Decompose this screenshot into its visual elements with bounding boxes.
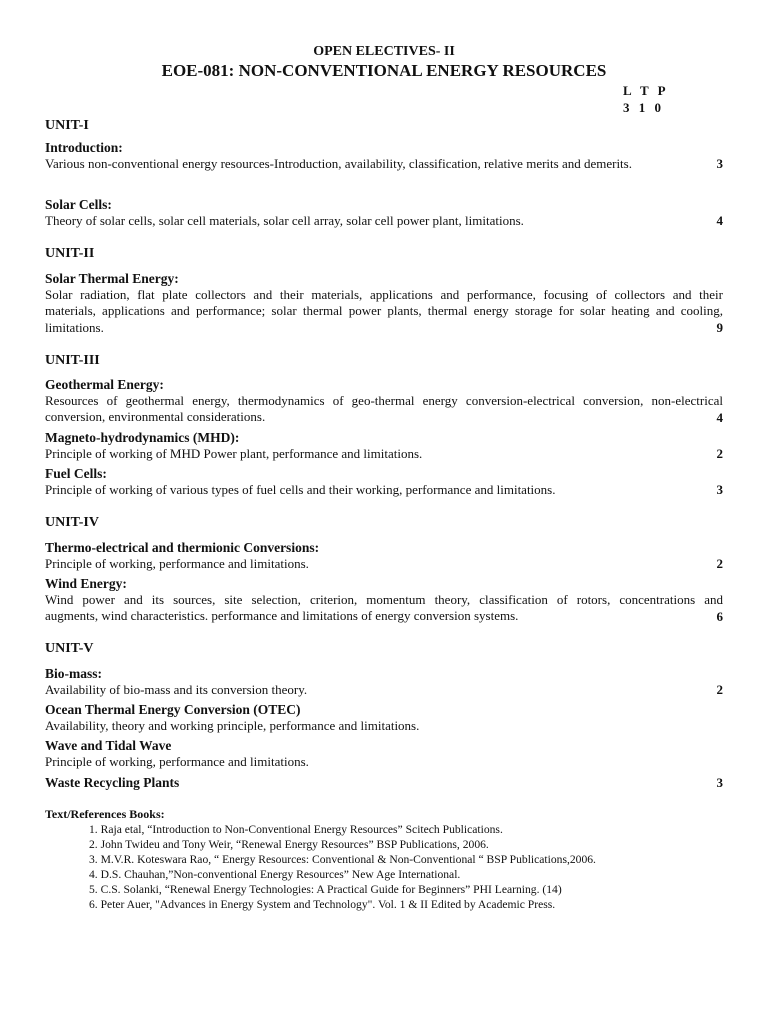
section-mhd	[45, 430, 723, 462]
section-title: Ocean Thermal Energy Conversion (OTEC)	[45, 702, 301, 717]
section-thermo-electrical	[45, 540, 723, 572]
section-body-line: Resources of geothermal energy, thermodynamics of geo-thermal energy conversion-electrical conversion, non-electrical	[45, 393, 723, 408]
lecture-hours: 3	[716, 156, 723, 172]
section-title: Waste Recycling Plants	[45, 775, 180, 790]
section-body: Availability of bio-mass and its conversion theory.	[45, 682, 308, 697]
lecture-hours: 2	[716, 446, 723, 462]
lecture-hours: 6	[716, 608, 723, 624]
lecture-hours: 9	[716, 320, 723, 336]
unit-heading: UNIT-V	[45, 641, 94, 656]
section-title: Geothermal Energy:	[45, 377, 164, 392]
course-category-heading: OPEN ELECTIVES- II	[313, 44, 455, 59]
section-title: Solar Thermal Energy:	[45, 271, 179, 286]
unit-heading: UNIT-I	[45, 118, 89, 133]
section-body-line: materials, applications and performance; solar thermal power plants, thermal energy storage for solar heating and cooling,	[45, 303, 723, 319]
section-solar-cells	[45, 197, 723, 229]
section-body: Availability, theory and working principle, performance and limitations.	[45, 718, 420, 733]
ltp-labels: L T P	[623, 83, 669, 98]
lecture-hours: 2	[716, 682, 723, 698]
section-title: Wind Energy:	[45, 576, 127, 591]
lecture-hours: 4	[716, 409, 723, 425]
lecture-hours: 3	[716, 482, 723, 498]
section-body-line: conversion, environmental considerations.	[45, 409, 266, 425]
section-body-line: Solar radiation, flat plate collectors and their materials, applications and performance, focusing of collectors and their	[45, 287, 723, 302]
lecture-hours: 4	[716, 213, 723, 229]
section-otec	[45, 702, 723, 734]
lecture-hours: 2	[716, 556, 723, 572]
reference-item: 3. M.V.R. Koteswara Rao, “ Energy Resources: Conventional & Non-Conventional “ BSP Publications,2006.	[89, 853, 596, 866]
reference-item: 4. D.S. Chauhan,”Non-conventional Energy Resources” New Age International.	[89, 868, 461, 881]
section-body: Theory of solar cells, solar cell materials, solar cell array, solar cell power plant, limitations.	[45, 213, 524, 228]
section-waste-recycling	[45, 775, 723, 791]
section-body: Principle of working of MHD Power plant, performance and limitations.	[45, 446, 423, 461]
section-title: Wave and Tidal Wave	[45, 738, 172, 753]
section-title: Magneto-hydrodynamics (MHD):	[45, 430, 240, 445]
section-bio-mass	[45, 666, 723, 698]
course-title: EOE-081: NON-CONVENTIONAL ENERGY RESOURCES	[161, 61, 607, 80]
syllabus-page	[45, 0, 723, 1024]
unit-heading: UNIT-IV	[45, 515, 99, 530]
section-title: Introduction:	[45, 140, 123, 155]
reference-item: 1. Raja etal, “Introduction to Non-Conventional Energy Resources” Scitech Publications.	[89, 823, 503, 836]
section-solar-thermal-energy	[45, 271, 723, 336]
references-list	[89, 822, 709, 912]
section-title: Solar Cells:	[45, 197, 112, 212]
reference-item: 5. C.S. Solanki, “Renewal Energy Technologies: A Practical Guide for Beginners” PHI Learning. (14)	[89, 883, 562, 896]
lecture-hours: 3	[716, 775, 723, 790]
section-wave-tidal	[45, 738, 723, 770]
unit-heading: UNIT-II	[45, 246, 95, 261]
section-title: Thermo-electrical and thermionic Conversions:	[45, 540, 320, 555]
section-introduction	[45, 140, 723, 172]
unit-heading: UNIT-III	[45, 353, 100, 368]
ltp-values: 3 1 0	[623, 100, 664, 115]
reference-item: 2. John Twideu and Tony Weir, “Renewal Energy Resources” BSP Publications, 2006.	[89, 838, 489, 851]
section-geothermal-energy	[45, 377, 723, 426]
section-wind-energy	[45, 576, 723, 625]
section-body: Principle of working, performance and limitations.	[45, 556, 309, 571]
section-body: Principle of working, performance and limitations.	[45, 754, 309, 769]
section-body-line: Wind power and its sources, site selection, criterion, momentum theory, classification of rotors, concentrations and	[45, 592, 723, 607]
section-body-line: augments, wind characteristics. performance and limitations of energy conversion systems.	[45, 608, 519, 624]
references-heading: Text/References Books:	[45, 807, 165, 821]
section-body-line: limitations.	[45, 319, 104, 335]
section-title: Bio-mass:	[45, 666, 102, 681]
section-fuel-cells	[45, 466, 723, 498]
reference-item: 6. Peter Auer, "Advances in Energy System and Technology". Vol. 1 & II Edited by Academic Press.	[89, 898, 556, 911]
section-title: Fuel Cells:	[45, 466, 107, 481]
section-body: Various non-conventional energy resources-Introduction, availability, classification, relative merits and demerits.	[45, 156, 632, 171]
section-body: Principle of working of various types of fuel cells and their working, performance and limitations.	[45, 482, 556, 497]
